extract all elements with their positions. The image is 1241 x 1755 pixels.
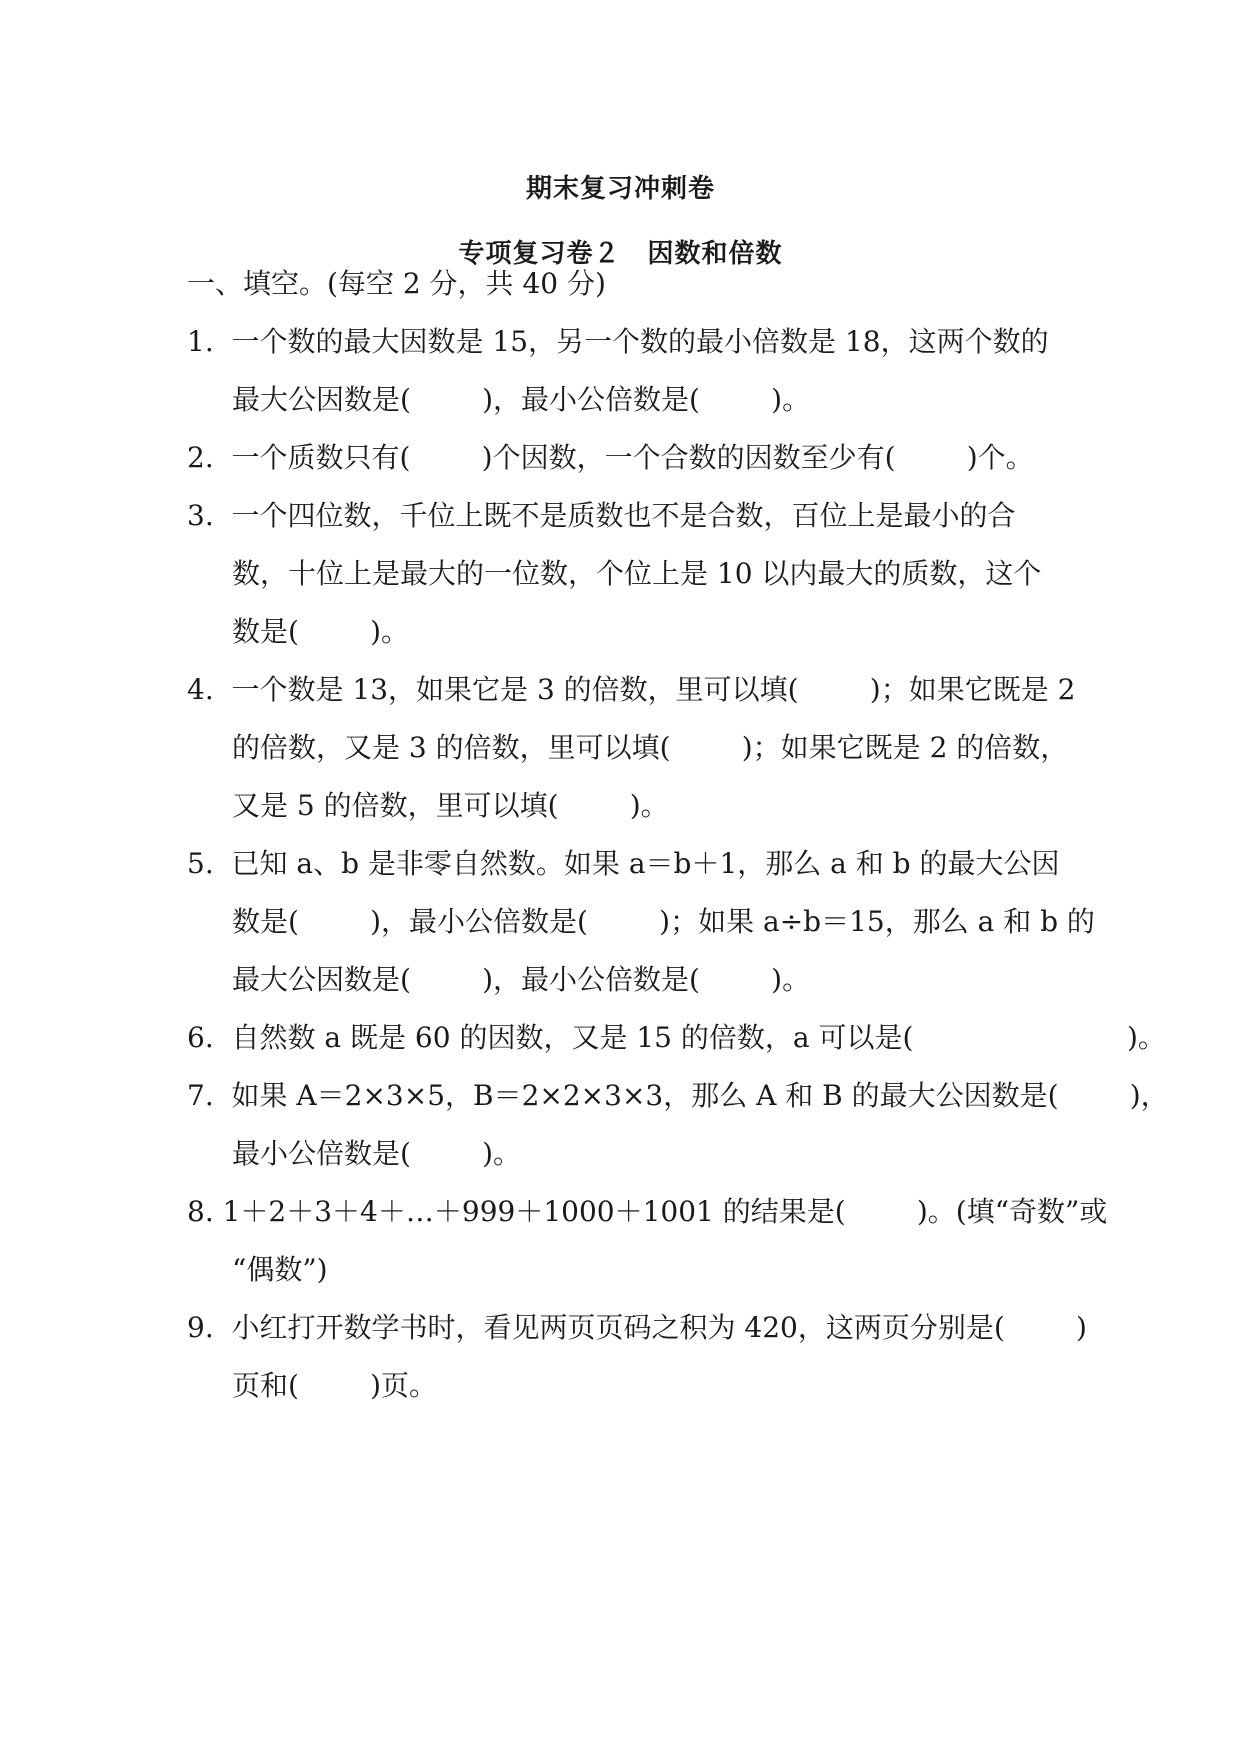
question-9-line-2: 页和( )页。 — [232, 1369, 438, 1402]
question-8-line-2: “偶数”) — [232, 1253, 328, 1286]
question-1-line-1: 1. 一个数的最大因数是 15，另一个数的最小倍数是 18，这两个数的 — [187, 325, 1049, 358]
question-4-line-2: 的倍数，又是 3 的倍数，里可以填( )；如果它既是 2 的倍数， — [232, 731, 1069, 764]
question-3-line-3: 数是( )。 — [232, 615, 410, 648]
question-5-line-2: 数是( )，最小公倍数是( )；如果 a÷b＝15，那么 a 和 b 的 — [232, 905, 1095, 938]
question-3-line-2: 数，十位上是最大的一位数，个位上是 10 以内最大的质数，这个 — [232, 557, 1042, 590]
section-heading: 一、填空。(每空 2 分，共 40 分) — [187, 267, 606, 300]
page-title: 期末复习冲刺卷 — [525, 174, 715, 204]
question-6-line-1: 6. 自然数 a 既是 60 的因数，又是 15 的倍数，a 可以是( )。 — [187, 1021, 1166, 1054]
question-3-line-1: 3. 一个四位数，千位上既不是质数也不是合数，百位上是最小的合 — [187, 499, 1016, 532]
question-1-line-2: 最大公因数是( )，最小公倍数是( )。 — [232, 383, 811, 416]
question-2-line-1: 2. 一个质数只有( )个因数，一个合数的因数至少有( )个。 — [187, 441, 1034, 474]
question-7-line-1: 7. 如果 A＝2×3×5，B＝2×2×3×3，那么 A 和 B 的最大公因数是( )， — [187, 1079, 1169, 1112]
question-5-line-1: 5. 已知 a、b 是非零自然数。如果 a＝b＋1，那么 a 和 b 的最大公因 — [187, 847, 1060, 880]
question-8-line-1: 8. 1＋2＋3＋4＋…＋999＋1000＋1001 的结果是( )。(填“奇数”或 — [187, 1195, 1108, 1228]
question-5-line-3: 最大公因数是( )，最小公倍数是( )。 — [232, 963, 811, 996]
question-7-line-2: 最小公倍数是( )。 — [232, 1137, 522, 1170]
question-9-line-1: 9. 小红打开数学书时，看见两页页码之积为 420，这两页分别是( ) — [187, 1311, 1087, 1344]
question-4-line-3: 又是 5 的倍数，里可以填( )。 — [232, 789, 669, 822]
question-4-line-1: 4. 一个数是 13，如果它是 3 的倍数，里可以填( )；如果它既是 2 — [187, 673, 1076, 706]
page-subtitle: 专项复习卷２ 因数和倍数 — [458, 239, 783, 269]
